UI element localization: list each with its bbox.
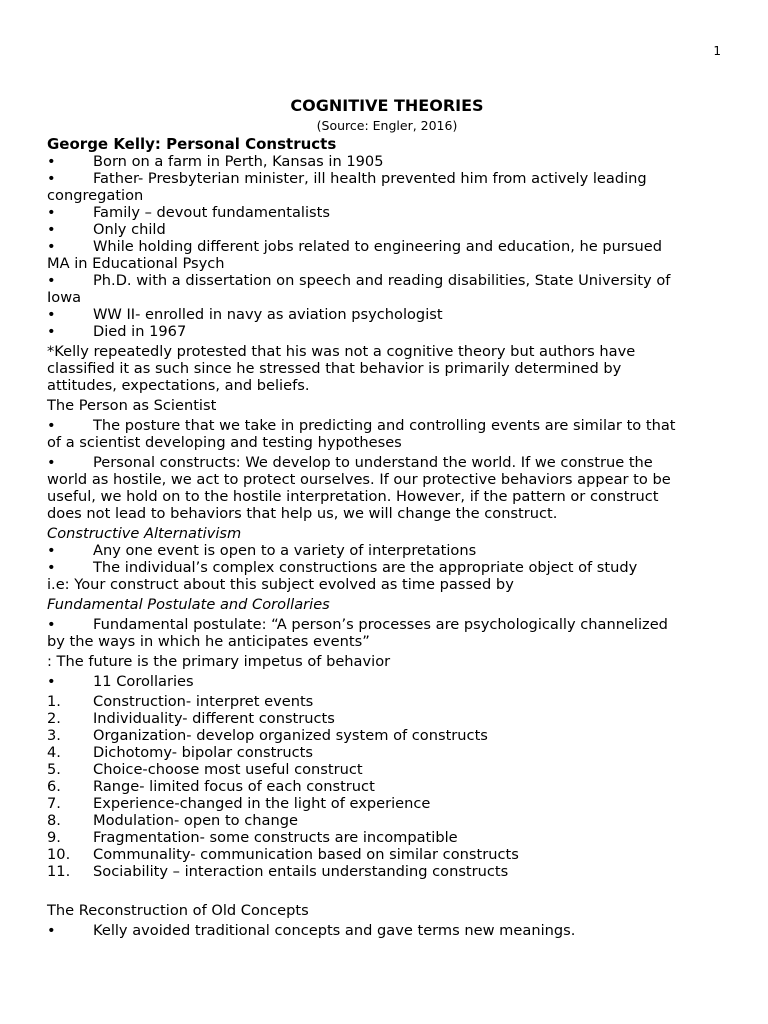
list-item	[47, 693, 727, 710]
bullet-text: Kelly avoided traditional concepts and gave terms new meanings.	[93, 922, 576, 939]
bullet-text: While holding different jobs related to engineering and education, he pursued	[93, 238, 662, 255]
scientist-heading: The Person as Scientist	[47, 397, 217, 414]
bullet-item	[47, 616, 727, 633]
bullet-text: 11 Corollaries	[93, 673, 194, 690]
list-text: Experience-changed in the light of experience	[93, 795, 431, 812]
bullet-item	[47, 170, 727, 187]
bullet-text: The individual’s complex constructions are the appropriate object of study	[93, 559, 638, 576]
list-number: 2.	[47, 710, 61, 727]
list-number: 3.	[47, 727, 61, 744]
list-item	[47, 812, 727, 829]
bullet-item	[47, 153, 727, 170]
postulate-heading: Fundamental Postulate and Corollaries	[47, 596, 330, 613]
list-number: 4.	[47, 744, 61, 761]
bullet-item	[47, 542, 727, 559]
list-number: 5.	[47, 761, 61, 778]
bullet-text: WW II- enrolled in navy as aviation psychologist	[93, 306, 443, 323]
bullet-marker: •	[47, 272, 56, 289]
reconstruction-heading: The Reconstruction of Old Concepts	[47, 902, 309, 919]
alternativism-example: i.e: Your construct about this subject evolved as time passed by	[47, 576, 514, 593]
list-text: Choice-choose most useful construct	[93, 761, 363, 778]
list-text: Construction- interpret events	[93, 693, 314, 710]
bullet-continuation: by the ways in which he anticipates events”	[47, 633, 370, 650]
list-item	[47, 727, 727, 744]
bullet-marker: •	[47, 221, 56, 238]
bullet-item	[47, 559, 727, 576]
bullet-text: Only child	[93, 221, 166, 238]
list-item	[47, 863, 727, 880]
bullet-item	[47, 238, 727, 255]
kelly-heading: George Kelly: Personal Constructs	[47, 135, 337, 153]
list-item	[47, 744, 727, 761]
bullet-continuation: useful, we hold on to the hostile interpretation. However, if the pattern or construct	[47, 488, 659, 505]
list-item	[47, 761, 727, 778]
bullet-item	[47, 323, 727, 340]
bullet-marker: •	[47, 170, 56, 187]
list-number: 11.	[47, 863, 71, 880]
list-item	[47, 829, 727, 846]
list-number: 10.	[47, 846, 71, 863]
list-item	[47, 778, 727, 795]
bullet-item	[47, 417, 727, 434]
alternativism-heading: Constructive Alternativism	[47, 525, 242, 542]
kelly-note-line: attitudes, expectations, and beliefs.	[47, 377, 310, 394]
kelly-note-line: classified it as such since he stressed that behavior is primarily determined by	[47, 360, 622, 377]
bullet-marker: •	[47, 922, 56, 939]
list-text: Individuality- different constructs	[93, 710, 335, 727]
bullet-marker: •	[47, 559, 56, 576]
bullet-marker: •	[47, 238, 56, 255]
list-text: Communality- communication based on similar constructs	[93, 846, 519, 863]
bullet-marker: •	[47, 153, 56, 170]
postulate-future: : The future is the primary impetus of behavior	[47, 653, 391, 670]
bullet-text: Ph.D. with a dissertation on speech and reading disabilities, State University of	[93, 272, 671, 289]
bullet-item	[47, 922, 727, 939]
bullet-marker: •	[47, 454, 56, 471]
bullet-item	[47, 204, 727, 221]
bullet-continuation: of a scientist developing and testing hypotheses	[47, 434, 402, 451]
bullet-continuation: Iowa	[47, 289, 82, 306]
bullet-marker: •	[47, 542, 56, 559]
bullet-text: Fundamental postulate: “A person’s processes are psychologically channelized	[93, 616, 668, 633]
bullet-item	[47, 272, 727, 289]
page-number: 1	[713, 44, 721, 58]
bullet-text: Father- Presbyterian minister, ill health prevented him from actively leading	[93, 170, 647, 187]
list-text: Fragmentation- some constructs are incompatible	[93, 829, 458, 846]
corollaries-list	[47, 693, 727, 880]
list-item	[47, 846, 727, 863]
bullet-continuation: MA in Educational Psych	[47, 255, 225, 272]
bullet-text: The posture that we take in predicting and controlling events are similar to that	[93, 417, 676, 434]
list-text: Organization- develop organized system of constructs	[93, 727, 488, 744]
bullet-marker: •	[47, 673, 56, 690]
bullet-text: Any one event is open to a variety of interpretations	[93, 542, 477, 559]
list-text: Modulation- open to change	[93, 812, 298, 829]
list-text: Sociability – interaction entails understanding constructs	[93, 863, 509, 880]
bullet-text: Personal constructs: We develop to understand the world. If we construe the	[93, 454, 653, 471]
bullet-marker: •	[47, 323, 56, 340]
bullet-item	[47, 221, 727, 238]
bullet-continuation: does not lead to behaviors that help us, we will change the construct.	[47, 505, 558, 522]
list-text: Range- limited focus of each construct	[93, 778, 375, 795]
list-number: 7.	[47, 795, 61, 812]
list-number: 8.	[47, 812, 61, 829]
bullet-item	[47, 673, 727, 690]
bullet-continuation: congregation	[47, 187, 144, 204]
list-text: Dichotomy- bipolar constructs	[93, 744, 313, 761]
document-body	[47, 95, 727, 939]
list-number: 9.	[47, 829, 61, 846]
bullet-item	[47, 306, 727, 323]
list-item	[47, 710, 727, 727]
bullet-continuation: world as hostile, we act to protect ourselves. If our protective behaviors appear to be	[47, 471, 671, 488]
bullet-text: Died in 1967	[93, 323, 187, 340]
bullet-text: Born on a farm in Perth, Kansas in 1905	[93, 153, 384, 170]
bullet-marker: •	[47, 306, 56, 323]
bullet-marker: •	[47, 204, 56, 221]
bullet-marker: •	[47, 417, 56, 434]
source-citation: (Source: Engler, 2016)	[316, 118, 458, 133]
list-number: 1.	[47, 693, 61, 710]
bullet-marker: •	[47, 616, 56, 633]
kelly-note-line: *Kelly repeatedly protested that his was not a cognitive theory but authors have	[47, 343, 636, 360]
bullet-text: Family – devout fundamentalists	[93, 204, 330, 221]
list-number: 6.	[47, 778, 61, 795]
bullet-item	[47, 454, 727, 471]
document-title: COGNITIVE THEORIES	[290, 96, 484, 115]
list-item	[47, 795, 727, 812]
